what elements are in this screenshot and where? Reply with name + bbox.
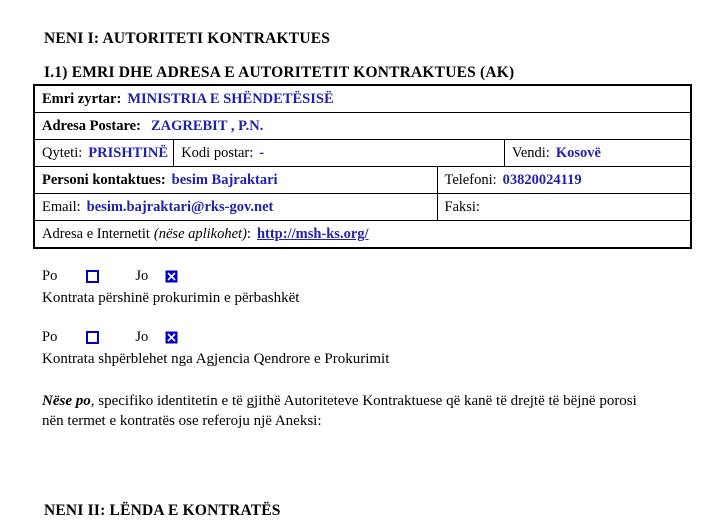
city-label: Qyteti: [42,145,83,161]
postal-address-value: ZAGREBIT , P.N. [150,118,264,134]
contact-person-value: besim Bajraktari [171,172,278,188]
if-yes-instruction-paragraph [42,391,710,431]
question-2-po-checkbox[interactable] [86,331,99,344]
question-2-description: Kontrata shpërblehet nga Agjencia Qendrore e Prokurimit [42,351,390,367]
table-row-contact-phone [35,167,690,194]
cell-email [35,194,437,220]
question-1-po-checkbox[interactable] [86,270,99,283]
cell-contact-person [35,167,437,193]
phone-label: Telefoni: [444,172,497,188]
phone-value: 03820024119 [502,172,582,188]
table-row-postal-address [35,113,690,140]
contracting-authority-table [33,84,692,249]
question-joint-procurement [42,267,693,307]
question-2-jo-checkbox-checked[interactable] [165,331,178,344]
table-row-official-name [35,86,690,113]
cell-fax [437,194,690,220]
instruction-lead: Nëse po [42,393,91,409]
question-2-po-label: Po [42,328,58,345]
email-value: besim.bajraktari@rks-gov.net [86,199,274,215]
internet-address-link[interactable]: http://msh-ks.org/ [256,226,369,242]
question-1-jo-checkbox-checked[interactable] [165,270,178,283]
country-label: Vendi: [511,145,550,161]
table-row-city-postcode-country [35,140,690,167]
cell-internet-address [35,221,690,247]
internet-address-label: Adresa e Internetit [42,226,150,242]
question-2-jo-label: Jo [135,328,149,345]
cell-official-name [35,86,690,112]
question-1-description: Kontrata përshinë prokurimin e përbashkët [42,290,300,306]
email-label: Email: [42,199,81,215]
table-row-email-fax [35,194,690,221]
question-1-po-label: Po [42,267,58,284]
postcode-label: Kodi postar: [181,145,254,161]
table-row-internet-address [35,221,690,247]
cell-city [35,140,173,166]
postal-address-label: Adresa Postare: [42,118,141,134]
instruction-line-1 [42,391,710,411]
subsection-1-1-heading: I.1) EMRI DHE ADRESA E AUTORITETIT KONTRAKTUES (AK) [44,64,515,81]
section-1-heading: NENI I: AUTORITETI KONTRAKTUES [44,30,331,47]
city-value: PRISHTINË [88,145,169,161]
official-name-value: MINISTRIA E SHËNDETËSISË [127,91,334,107]
cell-postcode [173,140,504,166]
cell-postal-address [35,113,690,139]
postcode-value: - [259,145,265,161]
cell-phone [437,167,690,193]
internet-address-colon: : [246,226,251,242]
internet-address-note: (nëse aplikohet) [153,226,247,242]
instruction-line-1-rest: , specifiko identitetin e të gjithë Autoriteteve Kontraktuese që kanë të drejtë të bëjnë porosi [90,393,637,409]
section-2-heading: NENI II: LËNDA E KONTRATËS [44,502,281,519]
question-1-choices [42,267,693,285]
fax-label: Faksi: [444,199,480,215]
question-1-jo-label: Jo [135,267,149,284]
contact-person-label: Personi kontaktues: [42,172,166,188]
cell-country [504,140,690,166]
instruction-line-2: nën termet e kontratës ose referoju një Aneksi: [42,413,322,429]
question-central-agency [42,328,693,368]
question-2-choices [42,328,693,346]
official-name-label: Emri zyrtar: [42,91,122,107]
country-value: Kosovë [555,145,601,161]
